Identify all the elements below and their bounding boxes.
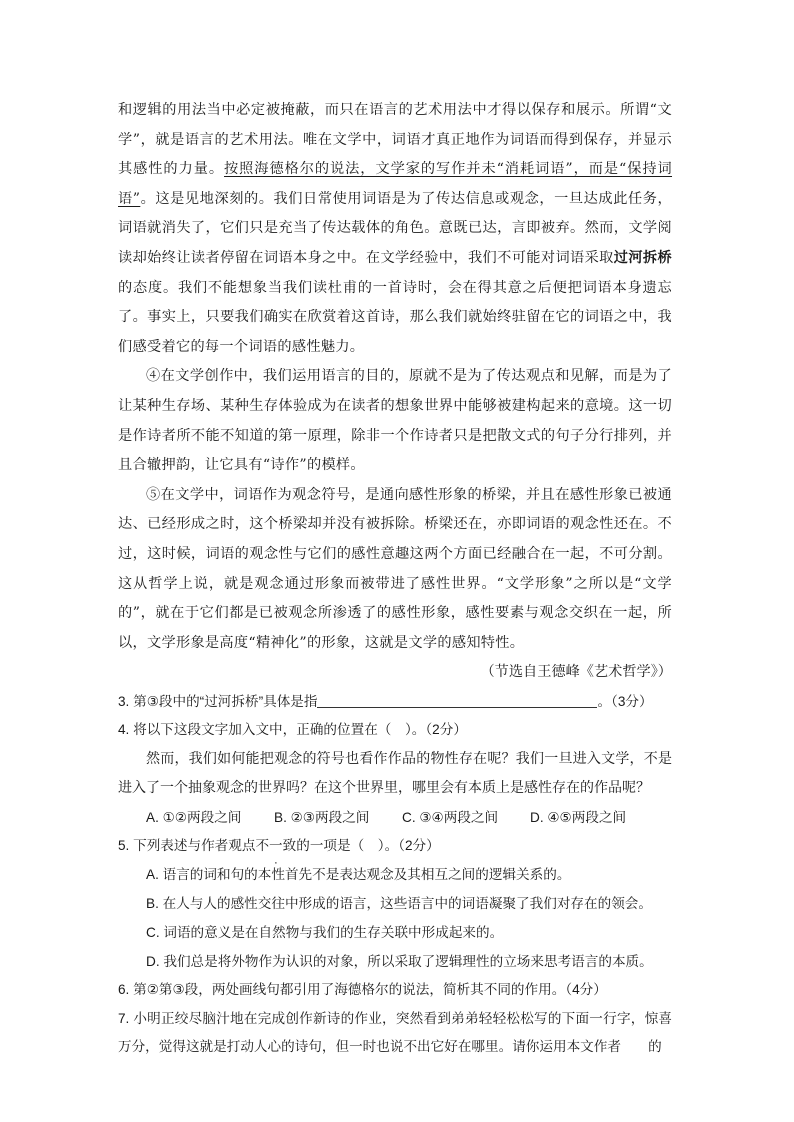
option-c[interactable]: C. ③④两段之间 <box>402 809 499 825</box>
question-score: 。（3分） <box>597 693 653 709</box>
question-3 <box>118 688 672 716</box>
question-text: 的一项是（ ）。（2分） <box>296 837 440 853</box>
answer-blank[interactable] <box>317 693 597 708</box>
option-b[interactable]: B. 在人与人的感性交往中形成的语言，这些语言中的词语凝聚了我们对存在的领会。 <box>146 896 652 912</box>
passage-paragraph-4: ④在文学创作中，我们运用语言的目的，原就不是为了传达观点和见解，而是为了让某种生存场、某种生存体验成为在读者的想象世界中能够被建构起来的意境。这一切是作诗者所不能不知道的第一原理，除非一个作诗者只是把散文式的句子分行排列，并且合辙押韵，让它具有“诗作”的模样。 <box>118 368 672 474</box>
question-7: 7. 小明正绞尽脑汁地在完成创作新诗的作业，突然看到弟弟轻轻松松写的下面一行字，惊喜万分，觉得这就是打动人心的诗句，但一时也说不出它好在哪里。请你运用本文作者 的 <box>118 1010 672 1054</box>
question-text: 3. 第③段中的“过河拆桥”具体是指 <box>118 693 318 709</box>
option-a[interactable]: A. ①②两段之间 <box>146 809 242 825</box>
question-6: 6. 第②第③段，两处画线句都引用了海德格尔的说法，简析其不同的作用。（4分） <box>118 982 607 998</box>
emphasis-dotted: 不一致 <box>255 837 297 853</box>
question-4: 4. 将以下这段文字加入文中，正确的位置在（ ）。（2分） <box>118 722 467 738</box>
passage-paragraph-3 <box>118 96 672 362</box>
passage-source: （节选自王德峰《艺术哲学》） <box>480 664 672 681</box>
option-d[interactable]: D. 我们总是将外物作为认识的对象，所以采取了逻辑理性的立场来思考语言的本质。 <box>146 954 653 970</box>
insert-passage: 然而，我们如何能把观念的符号也看作作品的物性存在呢？我们一旦进入文学，不是进入了一个抽象观念的世界吗？在这个世界里，哪里会有本质上是感性存在的作品呢？ <box>118 750 672 796</box>
question-5 <box>118 832 672 860</box>
question-4-options <box>118 803 672 832</box>
passage-text: 的态度。我们不能想象当我们读杜甫的一首诗时，会在得其意之后便把词语本身遗忘了。事实上，只要我们确实在欣赏着这首诗，那么我们就始终驻留在它的词语之中，我们感受着它的每一个词语的感性魅力。 <box>118 279 672 355</box>
passage-text: 和逻辑的用法当中必定被掩蔽，而只在语言的艺术用法中才得以保存和展示。所谓“文学”，就是语言的艺术用法。唯在文学中，词语才真正地作为词语而得到保存，并显示其感性的力量。 <box>118 102 672 178</box>
passage-paragraph-5: ⑤在文学中，词语作为观念符号，是通向感性形象的桥梁，并且在感性形象已被通达、已经形成之时，这个桥梁却并没有被拆除。桥梁还在，亦即词语的观念性还在。不过，这时候，词语的观念性与它们的感性意趣这两个方面已经融合在一起，不可分割。这从哲学上说，就是观念通过形象而被带进了感性世界。“文学形象”之所以是“文学的”，就在于它们都是已被观念所渗透了的感性形象，感性要素与观念交织在一起，所以，文学形象是高度“精神化”的形象，这就是文学的感知特性。 <box>118 486 672 651</box>
exam-page <box>118 96 672 1061</box>
question-text: 5. 下列表述与作者观点 <box>118 837 256 853</box>
option-d[interactable]: D. ④⑤两段之间 <box>530 809 627 825</box>
underlined-sentence: 按照海德格尔的说法，文学家的写作并未“消耗词语”，而是“保持词语” <box>118 161 673 207</box>
option-b[interactable]: B. ②③两段之间 <box>274 809 370 825</box>
bold-term: 过河拆桥 <box>613 249 672 266</box>
option-a[interactable]: A. 语言的词和句的本性首先不是表达观念及其相互之间的逻辑关系的。 <box>146 867 571 883</box>
passage-text: 。这是见地深刻的。我们日常使用词语是为了传达信息或观念，一旦达成此任务，词语就消失了，它们只是充当了传达载体的角色。意既已达，言即被弃。然而，文学阅读却始终让读者停留在词语本身之中。在文学经验中，我们不可能对词语采取 <box>118 190 672 266</box>
option-c[interactable]: C. 词语的意义是在自然物与我们的生存关联中形成起来的。 <box>146 925 504 941</box>
